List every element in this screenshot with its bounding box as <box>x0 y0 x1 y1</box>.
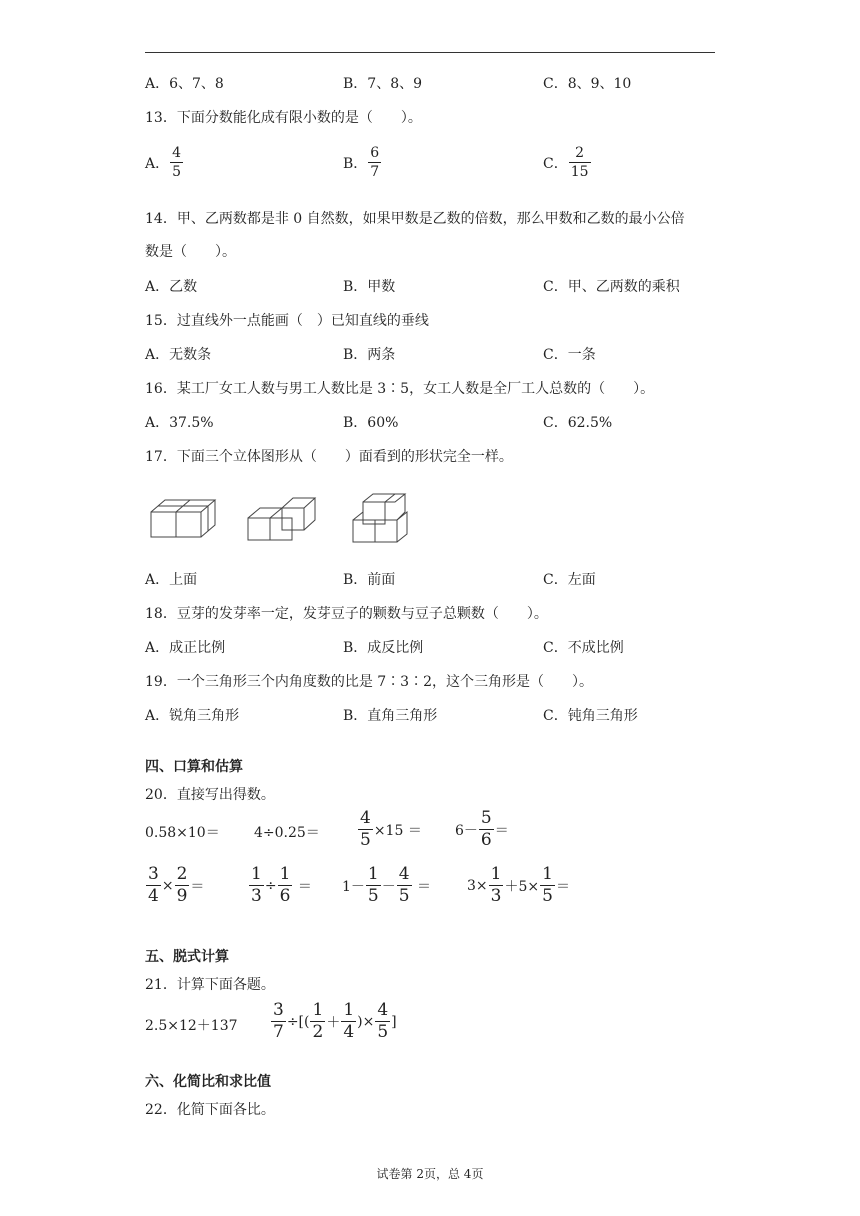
q14-option-a: A．乙数 <box>145 279 198 295</box>
fraction <box>479 810 494 849</box>
denominator: 6 <box>279 886 291 906</box>
expr-text: ＋5× <box>504 878 540 895</box>
numerator: 4 <box>360 808 371 828</box>
fraction <box>341 1002 356 1041</box>
denominator: 5 <box>542 886 553 906</box>
q20-expr-1: 0.58×10＝ <box>145 825 220 841</box>
q18-option-c: C．不成比例 <box>543 640 624 656</box>
denominator: 5 <box>367 886 379 906</box>
operator: × <box>161 877 174 894</box>
q19-option-b: B．直角三角形 <box>343 708 438 724</box>
fraction <box>366 866 381 905</box>
equals-sign: ＝ <box>190 878 205 895</box>
q20-expr-5 <box>145 866 204 905</box>
numerator: 4 <box>398 864 410 884</box>
q18-option-a: A．成正比例 <box>145 640 226 656</box>
q12-option-b: B．7、8、9 <box>343 76 423 92</box>
q21-expr-2 <box>270 1002 397 1041</box>
fraction <box>397 866 412 905</box>
q18-stem: 18．豆芽的发芽率一定，发芽豆子的颗数与豆子总颗数（ ）。 <box>145 606 548 622</box>
equals-sign: ＝ <box>494 822 509 839</box>
option-label: B． <box>343 155 368 172</box>
equals-sign: ＝ <box>412 878 432 895</box>
q17-stem: 17．下面三个立体图形从（ ）面看到的形状完全一样。 <box>145 449 513 465</box>
numerator: 6 <box>370 145 380 161</box>
option-label: A． <box>145 155 170 172</box>
q18-option-b: B．成反比例 <box>343 640 424 656</box>
q20-expr-6 <box>248 866 312 905</box>
solid-figure-3 <box>353 494 407 542</box>
denominator: 2 <box>312 1022 324 1042</box>
q13-option-a <box>145 146 184 179</box>
q15-option-c: C．一条 <box>543 347 596 363</box>
q14-option-c: C．甲、乙两数的乘积 <box>543 279 680 295</box>
denominator: 7 <box>370 164 380 180</box>
q20-expr-4 <box>455 810 509 849</box>
fraction <box>310 1002 325 1041</box>
numerator: 4 <box>172 145 182 161</box>
equals-sign: ＝ <box>555 878 570 895</box>
numerator: 2 <box>176 864 188 884</box>
numerator: 1 <box>312 1000 324 1020</box>
expr-text: ÷[( <box>286 1013 310 1030</box>
denominator: 6 <box>480 830 492 850</box>
q21-stem: 21．计算下面各题。 <box>145 977 275 993</box>
operator: － <box>381 878 396 895</box>
numerator: 1 <box>542 864 553 884</box>
denominator: 5 <box>360 830 371 850</box>
page-footer: 试卷第 2页，总 4页 <box>376 1167 484 1181</box>
expr-text: ×15 ＝ <box>373 822 422 839</box>
numerator: 5 <box>480 808 492 828</box>
fraction <box>271 1002 286 1041</box>
q14-stem-line2: 数是（ ）。 <box>145 244 236 260</box>
q17-option-a: A．上面 <box>145 572 198 588</box>
fraction <box>540 866 555 905</box>
operator: ＋ <box>326 1014 341 1031</box>
denominator: 3 <box>251 886 262 906</box>
fraction <box>170 146 183 179</box>
q19-option-a: A．锐角三角形 <box>145 708 240 724</box>
denominator: 5 <box>398 886 410 906</box>
q19-stem: 19．一个三角形三个内角度数的比是 7∶3∶2，这个三角形是（ ）。 <box>145 674 593 690</box>
section-6-title: 六、化简比和求比值 <box>145 1074 271 1090</box>
q14-stem-line1: 14．甲、乙两数都是非 0 自然数，如果甲数是乙数的倍数，那么甲数和乙数的最小公倍 <box>145 211 685 227</box>
numerator: 1 <box>279 864 291 884</box>
numerator: 1 <box>251 864 262 884</box>
q20-expr-2: 4÷0.25＝ <box>254 825 320 841</box>
fraction <box>489 866 504 905</box>
q15-option-a: A．无数条 <box>145 347 212 363</box>
equals-sign: ＝ <box>293 878 312 895</box>
numerator: 1 <box>343 1000 355 1020</box>
fraction <box>569 146 591 179</box>
q20-expr-8 <box>467 866 570 905</box>
denominator: 9 <box>176 886 188 906</box>
denominator: 7 <box>273 1022 284 1042</box>
expr-text: 3× <box>467 877 488 894</box>
numerator: 4 <box>377 1000 389 1020</box>
denominator: 3 <box>490 886 502 906</box>
fraction <box>375 1002 390 1041</box>
q12-option-a: A．6、7、8 <box>145 76 224 92</box>
q12-option-c: C．8、9、10 <box>543 76 632 92</box>
fraction <box>368 146 381 179</box>
expr-text: )× <box>357 1013 375 1030</box>
fraction <box>358 810 373 849</box>
q22-stem: 22．化简下面各比。 <box>145 1102 275 1118</box>
solid-figures-illustration <box>145 490 425 550</box>
q17-option-c: C．左面 <box>543 572 596 588</box>
expr-text: 1－ <box>342 878 365 895</box>
numerator: 3 <box>273 1000 284 1020</box>
q17-option-b: B．前面 <box>343 572 396 588</box>
numerator: 1 <box>367 864 379 884</box>
fraction <box>146 866 161 905</box>
q20-expr-7 <box>342 866 431 905</box>
q19-option-c: C．钝角三角形 <box>543 708 638 724</box>
q13-option-c <box>543 146 592 179</box>
solid-figure-2 <box>248 498 315 540</box>
q15-stem: 15．过直线外一点能画（ ）已知直线的垂线 <box>145 313 429 329</box>
q16-option-a: A．37.5% <box>145 415 214 431</box>
expr-text: 6－ <box>455 822 478 839</box>
q16-option-b: B．60% <box>343 415 399 431</box>
fraction <box>175 866 190 905</box>
operator: ÷ <box>264 877 277 894</box>
q20-stem: 20．直接写出得数。 <box>145 787 275 803</box>
solid-figure-1 <box>151 500 215 537</box>
numerator: 2 <box>575 145 585 161</box>
denominator: 5 <box>172 164 182 180</box>
q16-stem: 16．某工厂女工人数与男工人数比是 3∶5，女工人数是全厂工人总数的（ ）。 <box>145 381 655 397</box>
q20-expr-3 <box>357 810 422 849</box>
expr-text: ] <box>391 1013 397 1030</box>
q16-option-c: C．62.5% <box>543 415 613 431</box>
section-5-title: 五、脱式计算 <box>145 949 229 965</box>
fraction <box>249 866 264 905</box>
q13-stem: 13．下面分数能化成有限小数的是（ ）。 <box>145 110 422 126</box>
denominator: 4 <box>343 1022 355 1042</box>
section-4-title: 四、口算和估算 <box>145 759 243 775</box>
q21-expr-1: 2.5×12＋137 <box>145 1018 238 1034</box>
denominator: 5 <box>377 1022 389 1042</box>
numerator: 1 <box>490 864 502 884</box>
fraction <box>278 866 293 905</box>
numerator: 3 <box>148 864 159 884</box>
header-rule <box>145 52 715 53</box>
q13-option-b <box>343 146 382 179</box>
denominator: 4 <box>148 886 159 906</box>
q14-option-b: B．甲数 <box>343 279 396 295</box>
denominator: 15 <box>570 164 589 180</box>
q15-option-b: B．两条 <box>343 347 396 363</box>
option-label: C． <box>543 155 568 172</box>
